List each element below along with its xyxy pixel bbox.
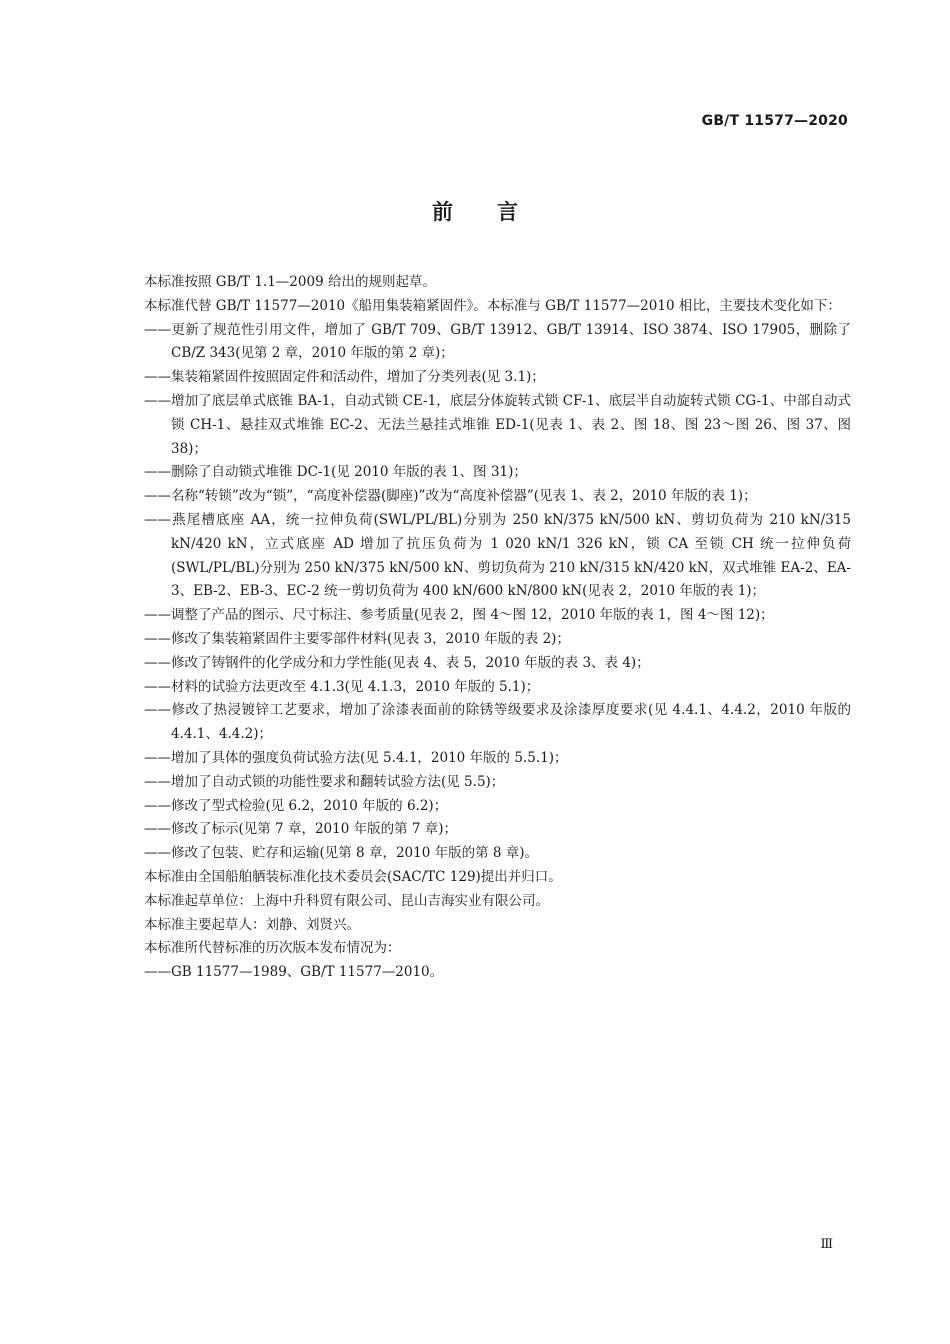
change-item: ——修改了集装箱紧固件主要零部件材料(见表 3，2010 年版的表 2)； <box>144 630 570 647</box>
change-item: ——修改了型式检验(见 6.2，2010 年版的 6.2)； <box>144 797 448 814</box>
change-item: ——修改了包装、贮存和运输(见第 8 章，2010 年版的第 8 章)。 <box>144 845 539 862</box>
change-item: ——集装箱紧固件按照固定件和活动件，增加了分类列表(见 3.1)； <box>144 369 545 386</box>
intro-paragraph: 本标准按照 GB/T 1.1—2009 给出的规则起草。 <box>144 274 436 290</box>
closing-paragraph: 本标准主要起草人：刘静、刘贤兴。 <box>144 916 360 933</box>
page-title: 前言 <box>432 200 562 224</box>
foreword-body <box>117 271 851 985</box>
change-item: ——燕尾槽底座 AA，统一拉伸负荷(SWL/PL/BL)分别为 250 kN/375 kN/500 kN、剪切负荷为 210 kN/315 kN/420 kN，立式底座 AD 增加了抗压负荷为 1 020 kN/1 326 kN，锁 CA 至锁 CH 统一拉伸负荷(SWL/PL/BL)分别为 250 kN/375 kN/500 kN、剪切负荷为 210 kN/315 kN/420 kN，双式堆锥 EA-2、EA-3、EB-2、EB-3、EC-2 统一剪切负荷为 400 kN/600 kN/800 kN(见表 2，2010 年版的表 1)； <box>144 511 851 600</box>
change-item: ——增加了具体的强度负荷试验方法(见 5.4.1，2010 年版的 5.5.1)； <box>144 749 568 766</box>
change-item: ——修改了热浸镀锌工艺要求，增加了涂漆表面前的除锈等级要求及涂漆厚度要求(见 4.4.1、4.4.2，2010 年版的 4.4.1、4.4.2)； <box>144 702 851 743</box>
change-item: ——调整了产品的图示、尺寸标注、参考质量(见表 2，图 4～图 12，2010 年版的表 1，图 4～图 12)； <box>144 607 774 624</box>
change-item: ——更新了规范性引用文件，增加了 GB/T 709、GB/T 13912、GB/T 13914、ISO 3874、ISO 17905，删除了 CB/Z 343(见第 2 章，2010 年版的第 2 章)； <box>144 321 851 362</box>
standard-number: GB/T 11577—2020 <box>701 113 848 129</box>
change-item: ——增加了自动式锁的功能性要求和翻转试验方法(见 5.5)； <box>144 773 505 790</box>
closing-paragraph: 本标准由全国船舶舾装标准化技术委员会(SAC/TC 129)提出并归口。 <box>144 868 562 885</box>
closing-paragraph: 本标准起草单位：上海中升科贸有限公司、昆山吉海实业有限公司。 <box>144 892 549 909</box>
change-item: ——修改了铸钢件的化学成分和力学性能(见表 4、表 5，2010 年版的表 3、表 4)； <box>144 654 650 671</box>
change-item: ——修改了标示(见第 7 章，2010 年版的第 7 章)； <box>144 821 458 838</box>
closing-paragraph: 本标准所代替标准的历次版本发布情况为： <box>144 940 401 957</box>
history-item: ——GB 11577—1989、GB/T 11577—2010。 <box>144 964 444 981</box>
change-item: ——删除了自动锁式堆锥 DC-1(见 2010 年版的表 1、图 31)； <box>144 464 527 481</box>
page-number: Ⅲ <box>820 1237 833 1252</box>
change-item: ——名称“转锁”改为“锁”，“高度补偿器(脚座)”改为“高度补偿器”(见表 1、表 2，2010 年版的表 1)； <box>144 488 757 505</box>
intro-paragraph: 本标准代替 GB/T 11577—2010《船用集装箱紧固件》。本标准与 GB/T 11577—2010 相比，主要技术变化如下： <box>144 297 841 314</box>
change-item: ——增加了底层单式底锥 BA-1，自动式锁 CE-1，底层分体旋转式锁 CF-1、底层半自动旋转式锁 CG-1、中部自动式锁 CH-1、悬挂双式堆锥 EC-2、无法兰悬挂式堆锥 ED-1(见表 1、表 2、图 18、图 23～图 26、图 37、图 38)； <box>144 392 851 457</box>
change-item: ——材料的试验方法更改至 4.1.3(见 4.1.3，2010 年版的 5.1)； <box>144 678 540 695</box>
